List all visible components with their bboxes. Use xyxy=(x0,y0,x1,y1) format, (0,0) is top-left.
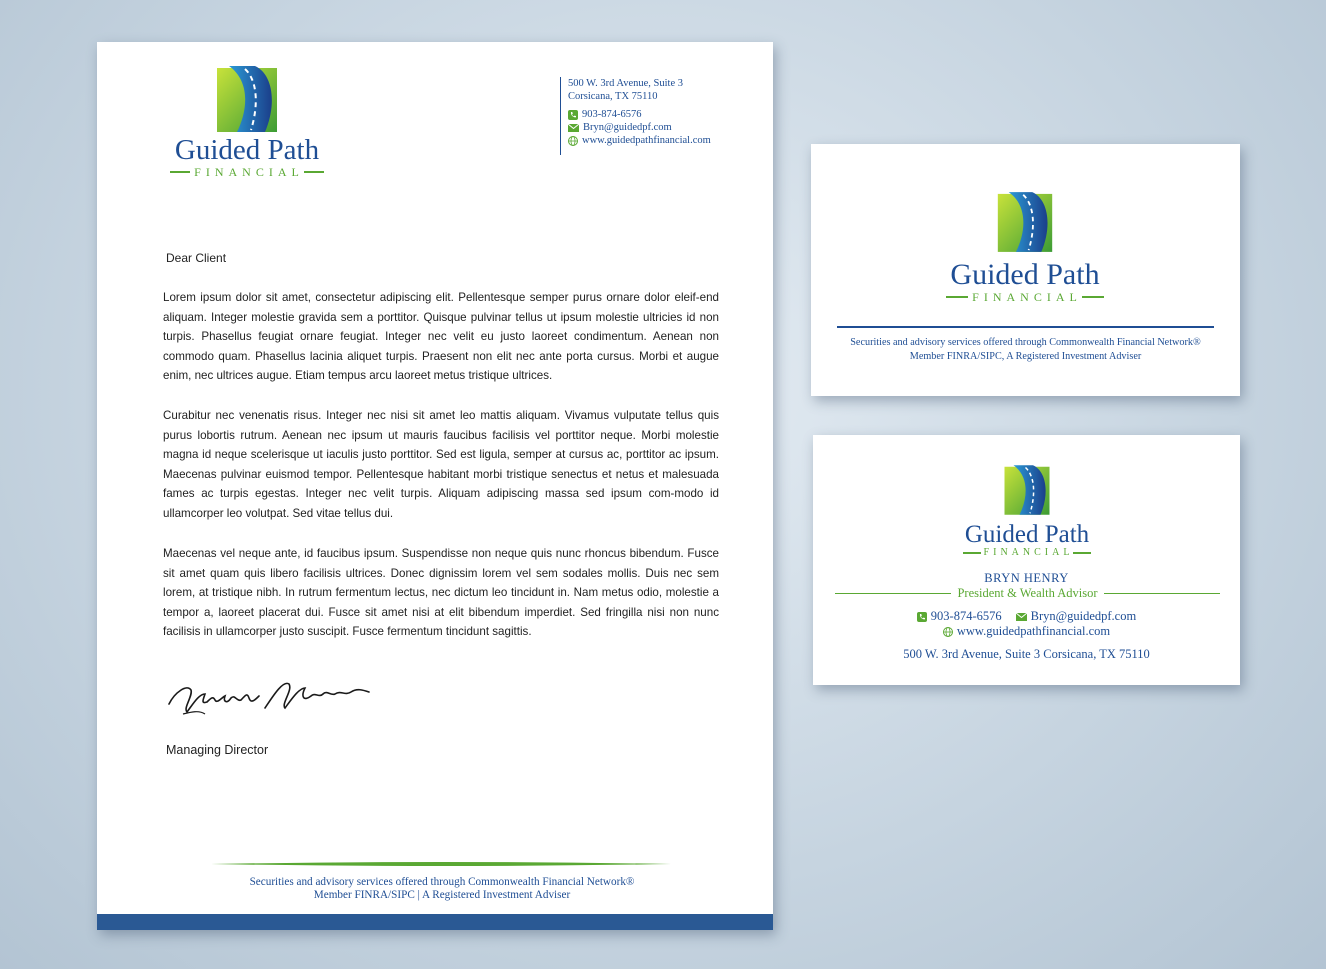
brand-name: Guided Path xyxy=(964,521,1090,548)
brand-subtitle xyxy=(170,166,324,178)
card-phone: 903-874-6576 xyxy=(930,609,1002,623)
disclaimer-line-1: Securities and advisory services offered through Commonwealth Financial Network® xyxy=(850,337,1201,348)
brand-name: Guided Path xyxy=(174,134,320,166)
address-line1: 500 W. 3rd Avenue, Suite 3 xyxy=(568,78,684,89)
paragraph-text: Maecenas vel neque ante, id faucibus ipsum. Suspendisse non neque quis nunc rhoncus bibendum. Fusce sit amet quam quis libero facilisis ultrices. Donec dignissim lorem vel sem sodales mollis. Duis nec sem lorem, at tristique nibh. In rutrum fermentum lectus, nec dictum leo tincidunt in. Nam metus odio, molestie a tempor a, laoreet placerat dui. Fusce sit amet nisi at elit bibendum imperdiet. Sed fringilla nisi non nunc facilisis in ullamcorper justo suscipit. Fusce fermentum tincidunt sagittis. xyxy=(163,547,719,639)
card-back-disclaimer xyxy=(811,336,1240,364)
brand-subtitle-text: FINANCIAL xyxy=(983,547,1074,558)
email-icon xyxy=(1016,613,1027,621)
website-text: www.guidedpathfinancial.com xyxy=(582,135,711,146)
card-website-row xyxy=(813,624,1240,639)
signer-title: Managing Director xyxy=(166,743,269,757)
phone-icon xyxy=(568,110,578,120)
globe-icon xyxy=(568,136,578,146)
card-back-divider xyxy=(837,326,1214,328)
card-person-title: President & Wealth Advisor xyxy=(957,586,1098,600)
handwritten-signature xyxy=(165,674,375,718)
business-card-front xyxy=(813,435,1240,685)
footer-bar xyxy=(97,914,773,930)
letterhead-page xyxy=(97,42,773,930)
footer-line-1: Securities and advisory services offered through Commonwealth Financial Network® xyxy=(249,876,635,888)
letterhead-logo xyxy=(163,64,331,178)
road-logo-icon xyxy=(215,64,279,134)
globe-icon xyxy=(943,627,953,637)
card-email: Bryn@guidedpf.com xyxy=(1030,609,1137,623)
card-website: www.guidedpathfinancial.com xyxy=(956,624,1111,638)
road-logo-icon xyxy=(996,190,1054,254)
letterhead-footer xyxy=(97,876,787,902)
phone-text: 903-874-6576 xyxy=(582,109,642,120)
business-card-back xyxy=(811,144,1240,396)
brand-subtitle-text: FINANCIAL xyxy=(194,165,304,179)
card-back-logo xyxy=(935,190,1115,303)
card-contact-row xyxy=(813,609,1240,624)
email-icon xyxy=(568,124,579,132)
brand-name: Guided Path xyxy=(950,258,1100,291)
card-person-name: BRYN HENRY xyxy=(984,571,1069,585)
phone-icon xyxy=(917,612,927,622)
letter-paragraph-1 xyxy=(163,288,719,386)
disclaimer-line-2: Member FINRA/SIPC, A Registered Investment Adviser xyxy=(909,351,1142,362)
card-title-row xyxy=(835,586,1220,601)
brand-subtitle-text: FINANCIAL xyxy=(972,290,1082,304)
letter-paragraph-2 xyxy=(163,406,719,524)
card-address: 500 W. 3rd Avenue, Suite 3 Corsicana, TX 75110 xyxy=(903,647,1150,661)
road-logo-icon xyxy=(1003,463,1051,517)
brand-subtitle xyxy=(963,548,1092,558)
footer-line-2: Member FINRA/SIPC | A Registered Investment Adviser xyxy=(313,889,571,901)
card-front-logo xyxy=(949,463,1105,558)
letter-paragraph-3 xyxy=(163,544,719,642)
paragraph-text: Curabitur nec venenatis risus. Integer nec nisi sit amet leo mattis aliquam. Vivamus vulputate tellus quis purus lobortis rutrum. Aenean nec ipsum ut mauris faucibus facilisis vel porttitor neque. Morbi molestie magna id neque scelerisque ut iaculis justo porttitor. Sed est ligula, semper at cursus ac, porttitor ac ipsum. Maecenas pulvinar euismod tempor. Pellentesque habitant morbi tristique senectus et netus et malesuada fames ac turpis egestas. Integer nec velit turpis. Aliquam adipiscing massa sed ipsum com-modo id ullamcorper leo volutpat. Sed vitae tellus dui. xyxy=(163,409,719,520)
footer-divider xyxy=(211,861,671,867)
paragraph-text: Lorem ipsum dolor sit amet, consectetur adipiscing elit. Pellentesque semper purus ornare dolor eleif-end aliquam. Integer molestie gravida sem a porttitor. Quisque pulvinar tellus ut ipsum molestie ultricies id non turpis. Phasellus feugiat ornare feugiat. Integer nec velit eu justo laoreet condimentum. Aenean non commodo quam. Phasellus lacinia aliquet turpis. Praesent non elit nec ante porta cursus. Morbi et augue enim, nec ultrices augue. Etiam tempus arcu laoreet metus tristique ultrices. xyxy=(163,291,719,383)
address-line2: Corsicana, TX 75110 xyxy=(568,91,658,102)
salutation: Dear Client xyxy=(166,251,227,265)
email-text: Bryn@guidedpf.com xyxy=(583,122,672,133)
letterhead-contact-block xyxy=(560,77,711,155)
brand-subtitle xyxy=(946,291,1104,303)
